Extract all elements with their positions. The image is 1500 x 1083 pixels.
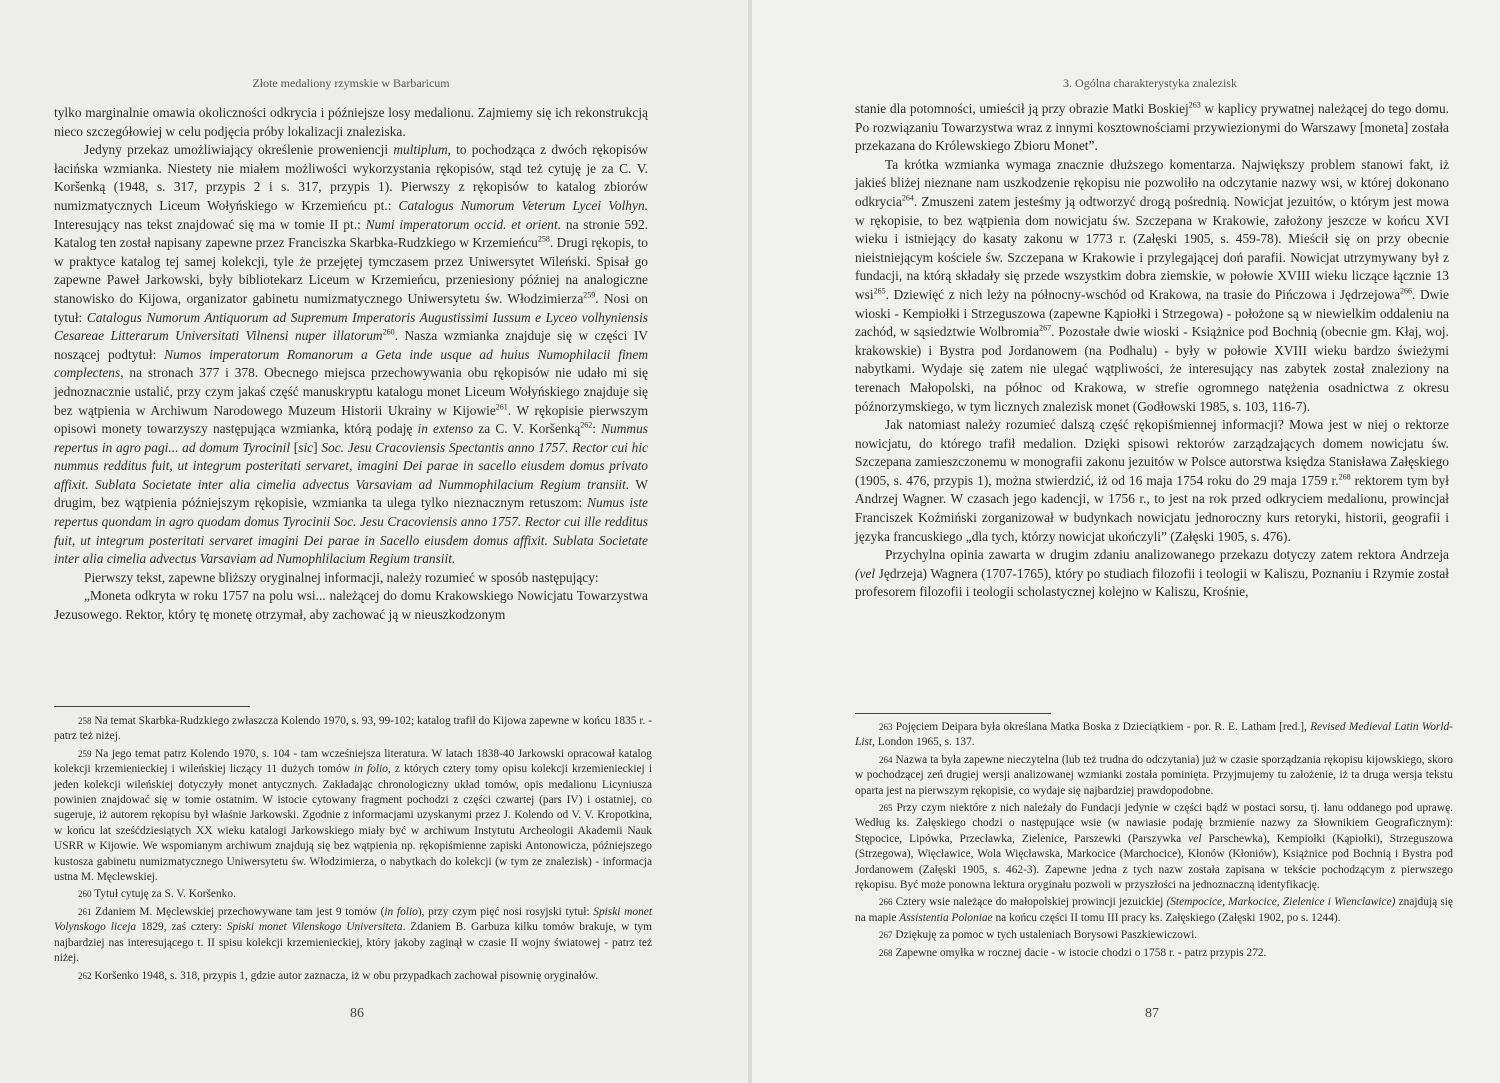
paragraph: Jedyny przekaz umożliwiający określenie proweniencji multiplum, to pochodząca z dwóch rękopisów łacińska wzmianka. Niestety nie miałem możliwości wykorzystania rękopisów, stąd też cytuję je za C. V. Koršenką (1948, s. 317, przypis 2 i s. 317, przypis 1). Pierwszy z rękopisów to katalog zbiorów numizmatycznych Liceum Wołyńskiego w Krzemieńcu pt.: Catalogus Numorum Veterum Lycei Volhyn. Interesujący nas tekst znajdować się ma w tomie II pt.: Numi imperatorum occid. et orient. na stronie 592. Katalog ten został napisany zapewne przez Franciszka Skarbka-Rudzkiego w Krzemieńcu$^{258}$. Drugi rękopis, to w praktyce katalog tej samej kolekcji, tyle że przejętej tymczasem przez Uniwersytet Wileński. Spisał go zapewne Paweł Jarkowski, były bibliotekarz Liceum w Krzemieńcu, przeniesiony później na analogiczne stanowisko do Kijowa, organizator gabinetu numizmatycznego Uniwersytetu św. Włodzimierza$^{259}$. Nosi on tytuł: Catalogus Numorum Antiquorum ad Supremum Imperatoris Augustissimi Iussum e Lyceo volhyniensis Cesareae Litterarum Universitati Vilnensi nuper illatorum$^{260}$. Nasza wzmianka znajduje się w części IV noszącej podtytuł: Numos imperatorum Romanorum a Geta inde usque ad huius Numophilacii finem complectens, na stronach 377 i 378. Obecnego miejsca przechowywania obu rękopisów nie udało mi się jednoznacznie ustalić, przy czym jakaś część manuskryptu katalogu monet Liceum Wołyńskiego znajduje się bez wątpienia w Archiwum Narodowego Muzeum Historii Ukrainy w Kijowie$^{261}$. W rękopisie pierwszym opisowi monety towarzyszy następująca wzmianka, którą podaję in extenso za C. V. Koršenką$^{262}$: Nummus repertus in agro pagi... ad domum Tyrocinil [sic] Soc. Jesu Cracoviensis Spectantis anno 1757. Rector cui hic nummus redditus fuit, ut integrum posteritati servaret, imagini Dei parae in sacello eiusdem domus privato affixit. Sublata Societate inter alia cimelia advectus Varsaviam ad Nummophilacium Regium transiit. W drugim, bez wątpienia późniejszym rękopisie, wzmianka ta ulega tylko nieznacznym retuszom: Numus iste repertus quondam in agro quodam domus Tyrocinii Soc. Jesu Cracoviensis anno 1757. Rector cui ille redditus fuit, ut integrum posteritati servaret imagini Dei parae in Sacello eiusdem domus affixit. Sublata Societate inter alia cimelia advectus Varsaviam ad Numophlilacium Regium transiit. (54, 142, 649, 567)
running-header: Złote medaliony rzymskie w Barbaricum (252, 76, 450, 90)
footnote-number: 261 (78, 906, 92, 917)
footnote-number: 259 (78, 748, 92, 759)
footnote: 264 Nazwa ta była zapewne nieczytelna (lub też trudna do odczytania) już w czasie sporządzania rękopisu kijowskiego, skoro w pochodzącej zeń drugiej wersji analizowanej wzmianki została pominięta. Przyjmujemy tu założenie, iż ta druga wersja tekstu oparta jest na pierwszym rękopisie, co wydaje się najbardziej prawdopodobne. (855, 753, 1453, 797)
page-number: 86 (350, 1006, 364, 1021)
footnote-number: 258 (78, 716, 92, 726)
paragraph: Ta krótka wzmianka wymaga znacznie dłuższego komentarza. Największy problem stanowi fakt, iż jakieś bliżej nieznane nam uszkodzenie rękopisu nie pozwoliło na odczytanie nazwy wsi, w której dokonano odkrycia$^{264}$. Zmuszeni zatem jesteśmy ją odtworzyć drogą pośrednią. Nowicjat jezuitów, o którym jest mowa w rękopisie, to bez wątpienia dom nowicjatu św. Szczepana w Krakowie, założony jeszcze w końcu XVI wieku i istniejący do kasaty zakonu w 1773 r. (Załęski 1905, s. 459-78). Mieścił się on przy obecnie nieistniejącym kościele św. Szczepana w Krakowie i przylegającej doń parafii. Nowicjat utrzymywany był z fundacji, na którą składały się przede wszystkim dobra ziemskie, w połowie XVIII wieku liczące łącznie 13 wsi$^{265}$. Dziewięć z nich leży na północny-wschód od Krakowa, na trasie do Pińczowa i Jędrzejowa$^{266}$. Dwie wioski - Kempiołki i Strzeguszowa (zapewne Kąpiołki i Strzegowa) - położone są w niewielkim oddaleniu na zachód, w sąsiedztwie Wolbromia$^{267}$. Pozostałe dwie wioski - Książnice pod Bochnią (obecnie gm. Kłaj, woj. krakowskie) i Bystra pod Jordanowem (na Podhalu) - były w połowie XVIII wieku bardzo świeżymi nabytkami. Wydaje się zatem nie ulegać wątpliwości, że interesujący nas zabytek został znaleziony na terenach Małopolski, na północ od Krakowa, w strefie ogromnego natężenia osadnictwa z okresu późnorzymskiego, w tym licznych znalezisk monet (Godłowski 1985, s. 103, 116-7). (855, 156, 1449, 414)
left-page (0, 0, 748, 1083)
footnotes (54, 714, 652, 986)
footnote-number: 263 (879, 722, 893, 732)
paragraph: „Moneta odkryta w roku 1757 na polu wsi... należącej do domu Krakowskiego Nowicjatu Towarzystwa Jezusowego. Rektor, który tę monetę otrzymał, aby zachować ją w nieuszkodzonym (54, 588, 648, 623)
footnote: 261 Zdaniem M. Męclewskiej przechowywane tam jest 9 tomów (in folio), przy czym pięć nosi rosyjski tytuł: Spiski monet Volynskogo liceja 1829, zaś cztery: Spiski monet Vilenskogo Universiteta. Zdaniem B. Garbuza kilku tomów brakuje, w tym najbardziej nas interesującego t. II spisu kolekcji krzemienieckiej, który jakoby zaginął w czasie II wojny światowej - patrz też niżej. (54, 905, 652, 965)
footnote-number: 265 (879, 803, 893, 814)
footnote-rule (54, 706, 250, 707)
page-number: 87 (1145, 1006, 1159, 1021)
footnote: 268 Zapewne omyłka w rocznej dacie - w istocie chodzi o 1758 r. - patrz przypis 272. (879, 946, 1267, 959)
footnote: 259 Na jego temat patrz Kolendo 1970, s. 104 - tam wcześniejsza literatura. W latach 1838-40 Jarkowski opracował katalog kolekcji krzemienieckiej i wileńskiej liczący 11 dużych tomów in folio, z których cztery tomy opisu kolekcji krzemienieckiej i jeden kolekcji wileńskiej dotyczyły monet antycznych. Zakładając chronologiczny układ tomów, opis medalionu Licyniusza powinien znajdować się w tomie ostatnim. W istocie cytowany fragment pochodzi z części czwartej (pars IV) i ostatniej, co sugeruje, iż autorem rękopisu był właśnie Jarkowski. Zgodnie z informacjami uzyskanymi przez J. Kolendo od V. V. Kropotkina, w końcu lat sześćdziesiątych XX wieku katalogi Jarkowskiego miały być w archiwum Instytutu Archeologii Akademii Nauk USRR w Kijowie. We wspomianym archiwum znajdują się bez wątpienia np. rękopiśmienne zapiski Antonowicza, późniejszego kustosza gabinetu numizmatycznego Uniwersytetu św. Włodzimierza, o nabytkach do kolekcji (w tym ze znalezisk) - informacja ustna M. Męclewskiej. (54, 747, 652, 884)
paragraph: stanie dla potomności, umieścił ją przy obrazie Matki Boskiej$^{263}$ w kaplicy prywatnej należącej do tego domu. Po rozwiązaniu Towarzystwa wraz z innymi kosztownościami przywiezionymi do Warszawy [moneta] została przekazana do Królewskiego Zbioru Monet”. (855, 100, 1450, 154)
paragraph: Jak natomiast należy rozumieć dalszą część rękopiśmiennej informacji? Mowa jest w niej o rektorze nowicjatu, do którego trafił medalion. Dzięki spisowi rektorów zarządzających domem nowicjatu św. Szczepana zamieszczonemu w monografii zakonu jezuitów w Polsce autorstwa księdza Stanisława Załęskiego (1905, s. 476, przypis 1), można stwierdzić, iż od 16 maja 1754 roku do 29 maja 1759 r.$^{268}$ rektorem tym był Andrzej Wagner. W czasach jego kadencji, w 1756 r., to jest na rok przed odkryciem medalionu, prowincjał Franciszek Koźmiński zorganizował w budynkach nowicjatu jednoroczny kurs retoryki, historii, geografii i języka francuskiego „dla tych, którzy nowicjat ukończyli” (Załęski 1905, s. 476). (855, 417, 1449, 544)
footnote: 262 Koršenko 1948, s. 318, przypis 1, gdzie autor zaznacza, iż w obu przypadkach zachował pisownię oryginałów. (78, 969, 599, 982)
footnote: 267 Dziękuję za pomoc w tych ustaleniach Borysowi Paszkiewiczowi. (879, 929, 1198, 942)
footnote-number: 264 (879, 754, 893, 765)
footnote-number: 267 (879, 930, 893, 941)
footnote-number: 268 (879, 947, 893, 958)
footnote-number: 260 (78, 889, 92, 900)
footnote: 266 Cztery wsie należące do małopolskiej prowincji jezuickiej (Stempocice, Markocice, Zielenice i Wienclawice) znajdują się na mapie Assistentia Poloniae na końcu części II tomu III pracy ks. Załęskiego (Załęski 1902, po s. 1244). (855, 896, 1453, 924)
footnote: 263 Pojęciem Deipara była określana Matka Boska z Dzieciątkiem - por. R. E. Latham [red.], Revised Medieval Latin World-List, London 1965, s. 137. (855, 721, 1453, 749)
footnote-number: 266 (879, 897, 893, 908)
paragraph: Pierwszy tekst, zapewne bliższy oryginalnej informacji, należy rozumieć w sposób następujący: (84, 569, 599, 585)
main-text (855, 100, 1449, 602)
footnotes (855, 720, 1453, 963)
footnote-number: 262 (78, 970, 92, 981)
main-text (54, 104, 648, 625)
paragraph: Przychylna opinia zawarta w drugim zdaniu analizowanego przekazu dotyczy zatem rektora Andrzeja (vel Jędrzeja) Wagnera (1707-1765), który po studiach filozofii i teologii w Kaliszu, Poznaniu i Rzymie został profesorem filozofii i teologii scholastycznej kolejno w Kaliszu, Krośnie, (855, 547, 1449, 600)
footnote-rule (855, 713, 1051, 714)
paragraph: tylko marginalnie omawia okoliczności odkrycia i późniejsze losy medalionu. Zajmiemy się ich rekonstrukcją nieco szczegółowiej w celu podjęcia próby lokalizacji znaleziska. (54, 105, 648, 139)
footnote: 260 Tytuł cytuję za S. V. Koršenko. (78, 888, 236, 901)
footnote: 265 Przy czym niektóre z nich należały do Fundacji jedynie w części bądź w postaci sorsu, tj. łanu oddanego pod uprawę. Według ks. Załęskiego chodzi o następujące wsie (w nawiasie podaję brzmienie nazwy za Słownikiem Geograficznym): Stępocice, Lipówka, Przecławka, Zielenice, Parszewki (Parszywka vel Parschewka), Kempiołki (Kąpiołki), Strzeguszowa (Strzegowa), Więcławice, Wola Więcławska, Markocice (Marchocice), Kłonów (Kłoniów), Książnice pod Bochnią i Bystra pod Jordanowem (Załęski 1905, s. 462-3). Zapewne jedna z tych nazw została zapisana w tekście pochodzącym z pierwszego rękopisu. Być może ponowna lektura oryginału pozwoli w przyszłości na jednoznaczną identyfikację. (855, 802, 1454, 892)
running-header: 3. Ogólna charakterystyka znalezisk (1063, 76, 1237, 90)
footnote: 258 Na temat Skarbka-Rudzkiego zwłaszcza Kolendo 1970, s. 93, 99-102; katalog trafił do Kijowa zapewne w końcu 1835 r. - patrz też niżej. (54, 715, 652, 743)
right-page (752, 0, 1500, 1083)
